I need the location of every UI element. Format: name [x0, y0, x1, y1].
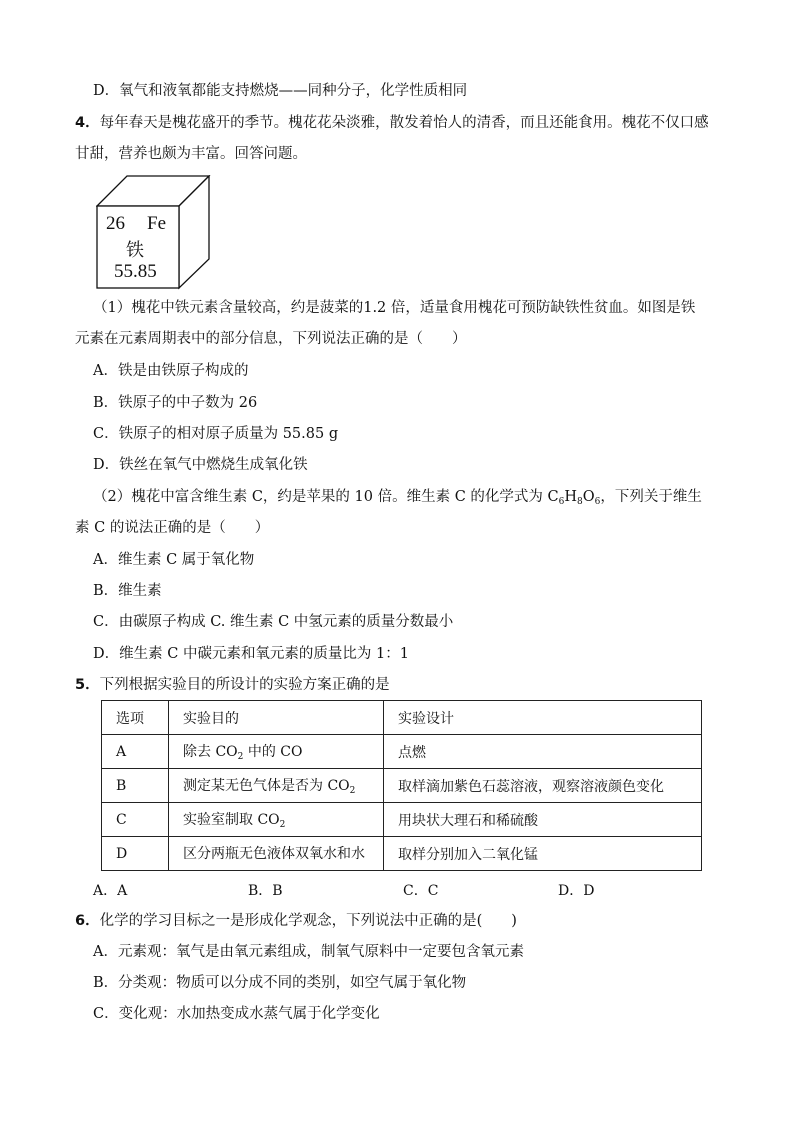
formula-part: H — [564, 489, 578, 505]
row-purpose: 除去 $CO_2$ 中的 CO — [169, 735, 384, 769]
formula-sub: 6 — [594, 497, 601, 507]
q4-sub1-line2: 元素在元素周期表中的部分信息，下列说法正确的是（ ） — [75, 331, 467, 347]
row-design: 取样分别加入二氧化锰 — [384, 837, 702, 871]
table-header-row — [102, 701, 702, 735]
table-row — [102, 837, 702, 871]
q3-option-d: D．氧气和液氧都能支持燃烧——同种分子，化学性质相同 — [93, 83, 468, 99]
q4-sub1-option-c: C．铁原子的相对原子质量为 55.85 g — [93, 426, 339, 442]
iron-element-card — [96, 175, 211, 290]
header-purpose: 实验目的 — [169, 701, 384, 735]
row-design: 取样滴加紫色石蕊溶液，观察溶液颜色变化 — [384, 769, 702, 803]
row-option: D — [102, 837, 169, 871]
question-4-stem-line2: 甘甜，营养也颇为丰富。回答问题。 — [75, 146, 307, 162]
row-design: 用块状大理石和稀硫酸 — [384, 803, 702, 837]
row-purpose: 测定某无色气体是否为 $CO_2$ — [169, 769, 384, 803]
q5-option-d: D．D — [558, 883, 595, 899]
question-5-stem — [75, 675, 390, 695]
table-row — [102, 735, 702, 769]
q5-option-b: B．B — [248, 883, 283, 899]
q4-sub2-option-d: D．维生素 C 中碳元素和氧元素的质量比为 1：1 — [93, 646, 409, 662]
table-row — [102, 803, 702, 837]
row-purpose: 区分两瓶无色液体双氧水和水 — [169, 837, 384, 871]
header-design: 实验设计 — [384, 701, 702, 735]
element-name: 铁 — [126, 240, 144, 261]
formula-part: O — [582, 489, 595, 505]
q4-sub2-option-c: C．由碳原子构成 C. 维生素 C 中氢元素的质量分数最小 — [93, 614, 454, 630]
q6-option-b: B．分类观：物质可以分成不同的类别，如空气属于氧化物 — [93, 975, 467, 991]
q4-sub2-option-a: A．维生素 C 属于氧化物 — [93, 552, 255, 568]
atomic-mass: 55.85 — [114, 261, 157, 282]
row-design: 点燃 — [384, 735, 702, 769]
q6-option-a: A．元素观：氧气是由氧元素组成，制氧气原料中一定要包含氧元素 — [93, 944, 524, 960]
q4-sub2-line2: 素 C 的说法正确的是（ ） — [75, 520, 270, 536]
experiment-table — [101, 700, 702, 871]
row-option: B — [102, 769, 169, 803]
header-option: 选项 — [102, 701, 169, 735]
question-4-number: 4． — [75, 115, 100, 131]
q4-sub1-line1: （1）槐花中铁元素含量较高，约是菠菜的1.2 倍，适量食用槐花可预防缺铁性贫血。如图是铁 — [93, 300, 696, 316]
question-6-number: 6． — [75, 913, 100, 929]
q4-sub1-option-a: A．铁是由铁原子构成的 — [93, 363, 249, 379]
q5-option-a: A．A — [93, 883, 128, 899]
q5-option-c: C．C — [403, 883, 439, 899]
row-option: A — [102, 735, 169, 769]
q6-option-c: C．变化观：水加热变成水蒸气属于化学变化 — [93, 1006, 380, 1022]
row-purpose: 实验室制取 $CO_2$ — [169, 803, 384, 837]
q4-sub2-option-b: B．维生素 — [93, 583, 162, 599]
element-symbol: Fe — [147, 213, 166, 234]
q4-sub2-text: （2）槐花中富含维生素 C，约是苹果的 10 倍。维生素 C 的化学式为 C — [93, 489, 559, 505]
question-6-text: 化学的学习目标之一是形成化学观念，下列说法中正确的是( ) — [99, 913, 517, 929]
atomic-number: 26 — [106, 213, 125, 234]
q4-sub2-line1 — [93, 487, 702, 512]
q4-sub1-option-b: B．铁原子的中子数为 26 — [93, 395, 258, 411]
q4-sub1-option-d: D．铁丝在氧气中燃烧生成氧化铁 — [93, 457, 308, 473]
question-4-text-1: 每年春天是槐花盛开的季节。槐花花朵淡雅，散发着怡人的清香，而且还能食用。槐花不仅口感 — [99, 115, 709, 131]
question-5-text: 下列根据实验目的所设计的实验方案正确的是 — [99, 677, 390, 693]
formula-sub: 8 — [577, 497, 583, 507]
question-4-stem-line1 — [75, 113, 709, 133]
q4-sub2-text: ，下列关于维生 — [600, 489, 702, 505]
question-5-number: 5． — [75, 677, 100, 693]
row-option: C — [102, 803, 169, 837]
formula-sub: 6 — [558, 497, 565, 507]
question-6-stem — [75, 911, 517, 931]
table-row — [102, 769, 702, 803]
